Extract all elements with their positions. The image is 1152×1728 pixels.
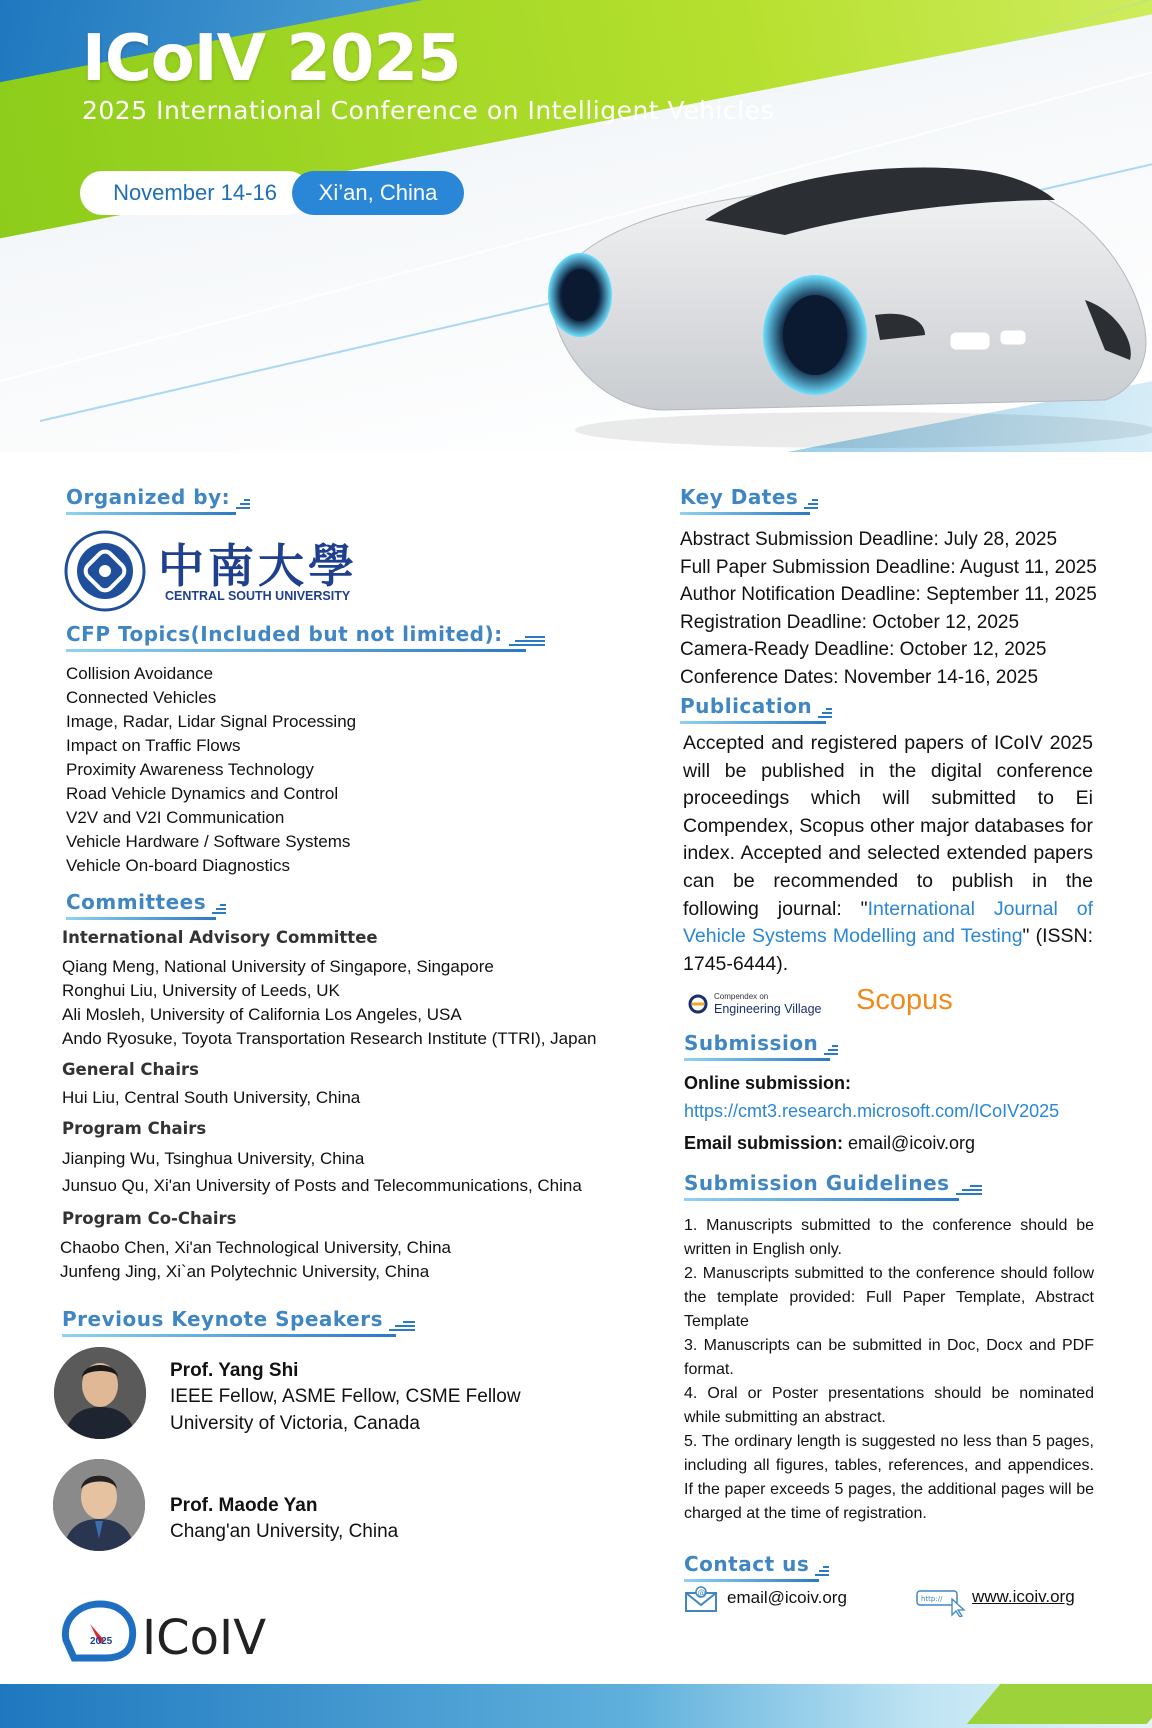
email-icon bbox=[684, 1585, 718, 1613]
list-item: Ali Mosleh, University of California Los Angeles, USA bbox=[62, 1005, 462, 1024]
ei-logo-top: Compendex on bbox=[714, 992, 769, 1001]
heading-underline bbox=[684, 1198, 959, 1201]
website-cursor-icon bbox=[916, 1587, 970, 1617]
list-item: 1. Manuscripts submitted to the conference should be written in English only. bbox=[684, 1217, 1094, 1258]
list-item: Abstract Submission Deadline: July 28, 2025 bbox=[680, 529, 1058, 550]
committee-title: General Chairs bbox=[62, 1060, 199, 1079]
list-item: Connected Vehicles bbox=[66, 688, 217, 707]
list-item: 5. The ordinary length is suggested no less than 5 pages, including all figures, tables, references, and appendices. If the paper exceeds 5 pages, the additional pages will be charged at the time of registration. bbox=[684, 1433, 1094, 1522]
bars-icon bbox=[815, 1564, 829, 1576]
email-submission-row: Email submission: email@icoiv.org bbox=[684, 1133, 976, 1153]
heading-underline bbox=[684, 1058, 830, 1061]
footer-band bbox=[0, 1684, 1152, 1728]
list-item: Junfeng Jing, Xi`an Polytechnic University, China bbox=[60, 1262, 430, 1281]
list-item: Impact on Traffic Flows bbox=[66, 736, 241, 755]
section-heading: Submission bbox=[684, 1031, 819, 1055]
list-item: Author Notification Deadline: September 11, 2025 bbox=[680, 584, 1097, 606]
heading-underline bbox=[680, 721, 826, 724]
header-banner bbox=[0, 0, 1152, 452]
list-item: Collision Avoidance bbox=[66, 664, 214, 683]
list-item: 4. Oral or Poster presentations should be nominated while submitting an abstract. bbox=[684, 1385, 1094, 1426]
online-label-text: Online submission bbox=[684, 1073, 846, 1093]
section-publication bbox=[680, 694, 832, 718]
university-name-cn: 中南大學 bbox=[158, 539, 358, 593]
person-icon bbox=[53, 1459, 145, 1551]
list-item: Hui Liu, Central South University, China bbox=[62, 1088, 361, 1107]
car-illustration bbox=[545, 160, 1152, 450]
section-organized bbox=[66, 485, 250, 509]
list-item: Vehicle On-board Diagnostics bbox=[66, 856, 290, 875]
online-submission-label: Online submission: bbox=[684, 1073, 852, 1093]
committee-title: Program Chairs bbox=[62, 1119, 207, 1138]
section-submission bbox=[684, 1031, 838, 1055]
section-keynotes bbox=[62, 1307, 415, 1331]
section-key-dates bbox=[680, 485, 818, 509]
list-item: Full Paper Submission Deadline: August 11, 2025 bbox=[680, 556, 1097, 578]
list-item: Vehicle Hardware / Software Systems bbox=[66, 832, 351, 851]
section-guidelines bbox=[684, 1171, 982, 1195]
svg-text:@: @ bbox=[697, 1588, 706, 1597]
contact-website[interactable]: www.icoiv.org bbox=[972, 1587, 1075, 1606]
publication-body: Accepted and registered papers of ICoIV 2025 will be published in the digital conference proceedings which will submitted to Ei Compendex, Scopus other major databases for index. Accepted and selected extended papers can be recommended to publish in the following journal: " bbox=[683, 732, 1093, 920]
speaker-title: IEEE Fellow, ASME Fellow, CSME Fellow bbox=[170, 1386, 521, 1407]
bars-icon bbox=[509, 630, 545, 646]
list-item: Proximity Awareness Technology bbox=[66, 760, 314, 779]
conference-title: ICoIV 2025 bbox=[82, 22, 461, 96]
bars-icon bbox=[236, 497, 250, 509]
email-label-text: Email submission bbox=[684, 1133, 838, 1153]
list-item: Camera-Ready Deadline: October 12, 2025 bbox=[680, 639, 1047, 661]
bars-icon bbox=[212, 902, 226, 914]
bars-icon bbox=[389, 1317, 415, 1331]
date-pill: November 14-16 bbox=[80, 171, 310, 215]
conference-subtitle: 2025 International Conference on Intelligent Vehicles bbox=[82, 96, 774, 125]
logo-year: 2025 bbox=[90, 1636, 113, 1647]
list-item: 3. Manuscripts can be submitted in Doc, Docx and PDF format. bbox=[684, 1337, 1094, 1378]
web-icon-text: http:// bbox=[921, 1595, 943, 1603]
footer-accent bbox=[967, 1684, 1152, 1724]
bars-icon bbox=[824, 1043, 838, 1055]
section-heading: Submission Guidelines bbox=[684, 1171, 950, 1195]
heading-underline bbox=[680, 512, 810, 515]
bars-icon bbox=[804, 497, 818, 509]
advisory-members bbox=[62, 955, 597, 1051]
section-committees bbox=[66, 890, 226, 914]
publication-text bbox=[683, 730, 1093, 978]
key-dates-list bbox=[680, 526, 1097, 692]
list-item: Qiang Meng, National University of Singapore, Singapore bbox=[62, 957, 494, 976]
icoiv-logo-icon bbox=[60, 1600, 140, 1662]
ei-logo-bottom: Engineering Village bbox=[714, 1002, 822, 1016]
publication-issn: " (ISSN: 1745-6444). bbox=[683, 925, 1094, 975]
location-pill: Xi’an, China bbox=[292, 171, 464, 215]
university-seal-icon bbox=[64, 530, 146, 612]
speaker-photo bbox=[54, 1347, 146, 1439]
contact-email[interactable]: email@icoiv.org bbox=[727, 1588, 847, 1607]
list-item: Image, Radar, Lidar Signal Processing bbox=[66, 712, 357, 731]
speaker-name: Prof. Yang Shi bbox=[170, 1360, 299, 1381]
list-item: Ronghui Liu, University of Leeds, UK bbox=[62, 981, 340, 1000]
heading-underline bbox=[66, 917, 216, 920]
journal-link[interactable]: International Journal of Vehicle Systems Modelling and Testing bbox=[683, 897, 1093, 948]
section-heading: Contact us bbox=[684, 1552, 810, 1576]
speaker-affiliation: University of Victoria, Canada bbox=[170, 1413, 420, 1434]
speaker-affiliation: Chang'an University, China bbox=[170, 1521, 399, 1542]
list-item: Conference Dates: November 14-16, 2025 bbox=[680, 666, 1039, 688]
list-item: Road Vehicle Dynamics and Control bbox=[66, 784, 339, 803]
guidelines-list bbox=[684, 1214, 1094, 1526]
submission-email[interactable]: email@icoiv.org bbox=[848, 1133, 976, 1153]
section-contact bbox=[684, 1552, 829, 1576]
list-item: V2V and V2I Communication bbox=[66, 808, 285, 827]
speaker-name: Prof. Maode Yan bbox=[170, 1495, 318, 1516]
co-chairs-members bbox=[60, 1236, 451, 1284]
university-name-en: CENTRAL SOUTH UNIVERSITY bbox=[165, 589, 351, 603]
list-item: Chaobo Chen, Xi'an Technological University, China bbox=[60, 1238, 452, 1257]
section-heading: CFP Topics(Included but not limited): bbox=[66, 622, 503, 646]
online-submission-link[interactable]: https://cmt3.research.microsoft.com/ICoIV2025 bbox=[684, 1101, 1060, 1121]
heading-underline bbox=[684, 1579, 819, 1582]
list-item: Junsuo Qu, Xi'an University of Posts and Telecommunications, China bbox=[62, 1176, 582, 1195]
section-cfp bbox=[66, 622, 545, 646]
list-item: 2. Manuscripts submitted to the conference should follow the template provided: Full Paper Template, Abstract Template bbox=[684, 1265, 1094, 1330]
general-chairs-members bbox=[62, 1086, 360, 1110]
scopus-logo: Scopus bbox=[856, 984, 953, 1016]
heading-underline bbox=[66, 649, 526, 652]
bars-icon bbox=[818, 706, 832, 718]
engineering-village-logo bbox=[688, 990, 838, 1020]
heading-underline bbox=[66, 512, 236, 515]
committee-title: Program Co-Chairs bbox=[62, 1209, 237, 1228]
ei-logo-icon bbox=[688, 994, 708, 1014]
section-heading: Committees bbox=[66, 890, 207, 914]
cfp-topics-list bbox=[66, 662, 356, 878]
speaker-photo bbox=[53, 1459, 145, 1551]
person-icon bbox=[54, 1347, 146, 1439]
program-chairs-members bbox=[62, 1145, 582, 1199]
committee-title: International Advisory Committee bbox=[62, 928, 378, 947]
section-heading: Key Dates bbox=[680, 485, 799, 509]
list-item: Registration Deadline: October 12, 2025 bbox=[680, 611, 1020, 633]
section-heading: Organized by: bbox=[66, 485, 231, 509]
logo-text: ICoIV bbox=[142, 1610, 267, 1666]
section-heading: Publication bbox=[680, 694, 813, 718]
bars-icon bbox=[956, 1181, 982, 1195]
list-item: Jianping Wu, Tsinghua University, China bbox=[62, 1149, 365, 1168]
section-heading: Previous Keynote Speakers bbox=[62, 1307, 384, 1331]
heading-underline bbox=[62, 1334, 396, 1337]
list-item: Ando Ryosuke, Toyota Transportation Research Institute (TTRI), Japan bbox=[62, 1029, 597, 1048]
